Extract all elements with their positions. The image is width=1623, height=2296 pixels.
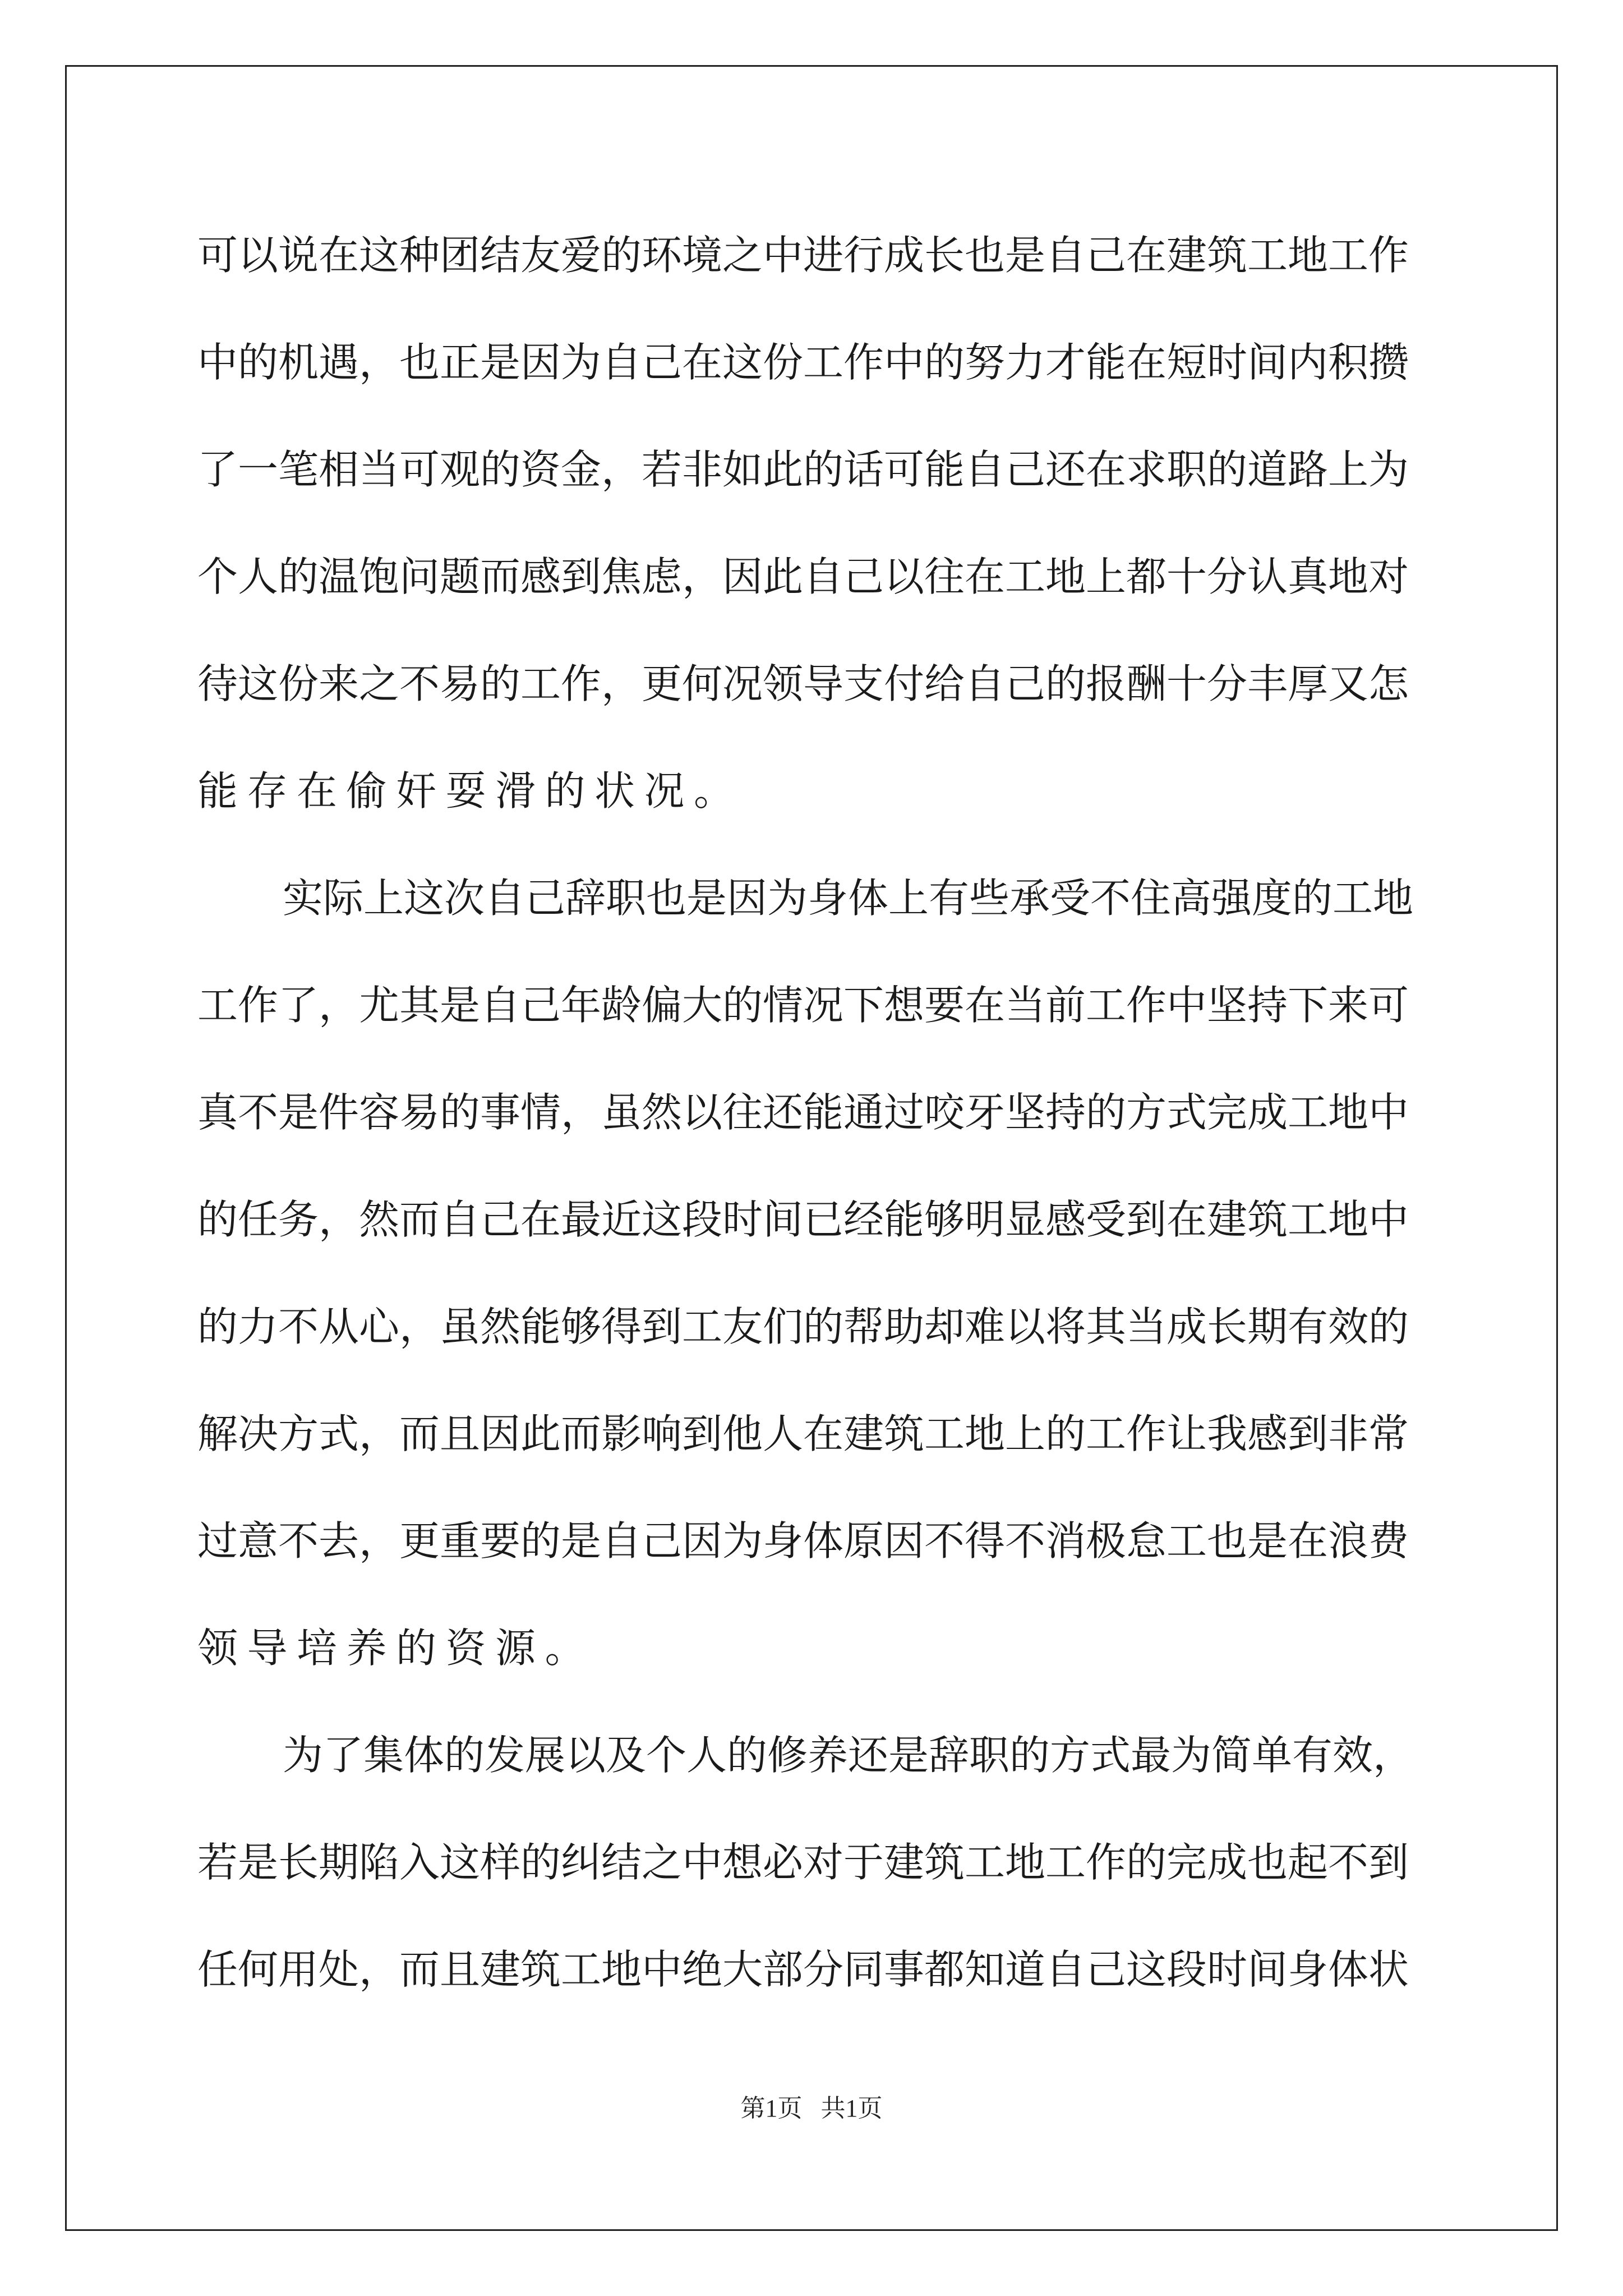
text-line: 过意不去，更重要的是自己因为身体原因不得不消极怠工也是在浪费 (197, 1517, 1409, 1565)
document-body (197, 202, 1431, 2023)
text-line: 可以说在这种团结友爱的环境之中进行成长也是自己在建筑工地工作 (197, 232, 1409, 279)
text-line: 的力不从心，虽然能够得到工友们的帮助却难以将其当成长期有效的 (197, 1303, 1409, 1350)
text-line: 个人的温饱问题而感到焦虑，因此自己以往在工地上都十分认真地对 (197, 553, 1409, 600)
text-line: 实际上这次自己辞职也是因为身体上有些承受不住高强度的工地 (283, 875, 1414, 922)
text-line: 为了集体的发展以及个人的修养还是辞职的方式最为简单有效， (283, 1732, 1414, 1779)
text-line: 待这份来之不易的工作，更何况领导支付给自己的报酬十分丰厚又怎 (197, 660, 1409, 707)
text-line: 解决方式，而且因此而影响到他人在建筑工地上的工作让我感到非常 (197, 1410, 1409, 1457)
text-line: 中的机遇，也正是因为自己在这份工作中的努力才能在短时间内积攒 (197, 339, 1409, 386)
text-line: 了一笔相当可观的资金，若非如此的话可能自己还在求职的道路上为 (197, 446, 1409, 493)
text-line: 的任务，然而自己在最近这段时间已经能够明显感受到在建筑工地中 (197, 1196, 1409, 1243)
text-line: 领导培养的资源。 (197, 1625, 595, 1672)
page-footer: 第1页 共1页 (740, 2095, 883, 2122)
text-line: 工作了，尤其是自己年龄偏大的情况下想要在当前工作中坚持下来可 (197, 982, 1409, 1029)
text-line: 能存在偷奸耍滑的状况。 (197, 767, 744, 815)
text-line: 任何用处，而且建筑工地中绝大部分同事都知道自己这段时间身体状 (197, 1946, 1409, 1993)
text-line: 真不是件容易的事情，虽然以往还能通过咬牙坚持的方式完成工地中 (197, 1089, 1409, 1136)
text-line: 若是长期陷入这样的纠结之中想必对于建筑工地工作的完成也起不到 (197, 1839, 1409, 1886)
